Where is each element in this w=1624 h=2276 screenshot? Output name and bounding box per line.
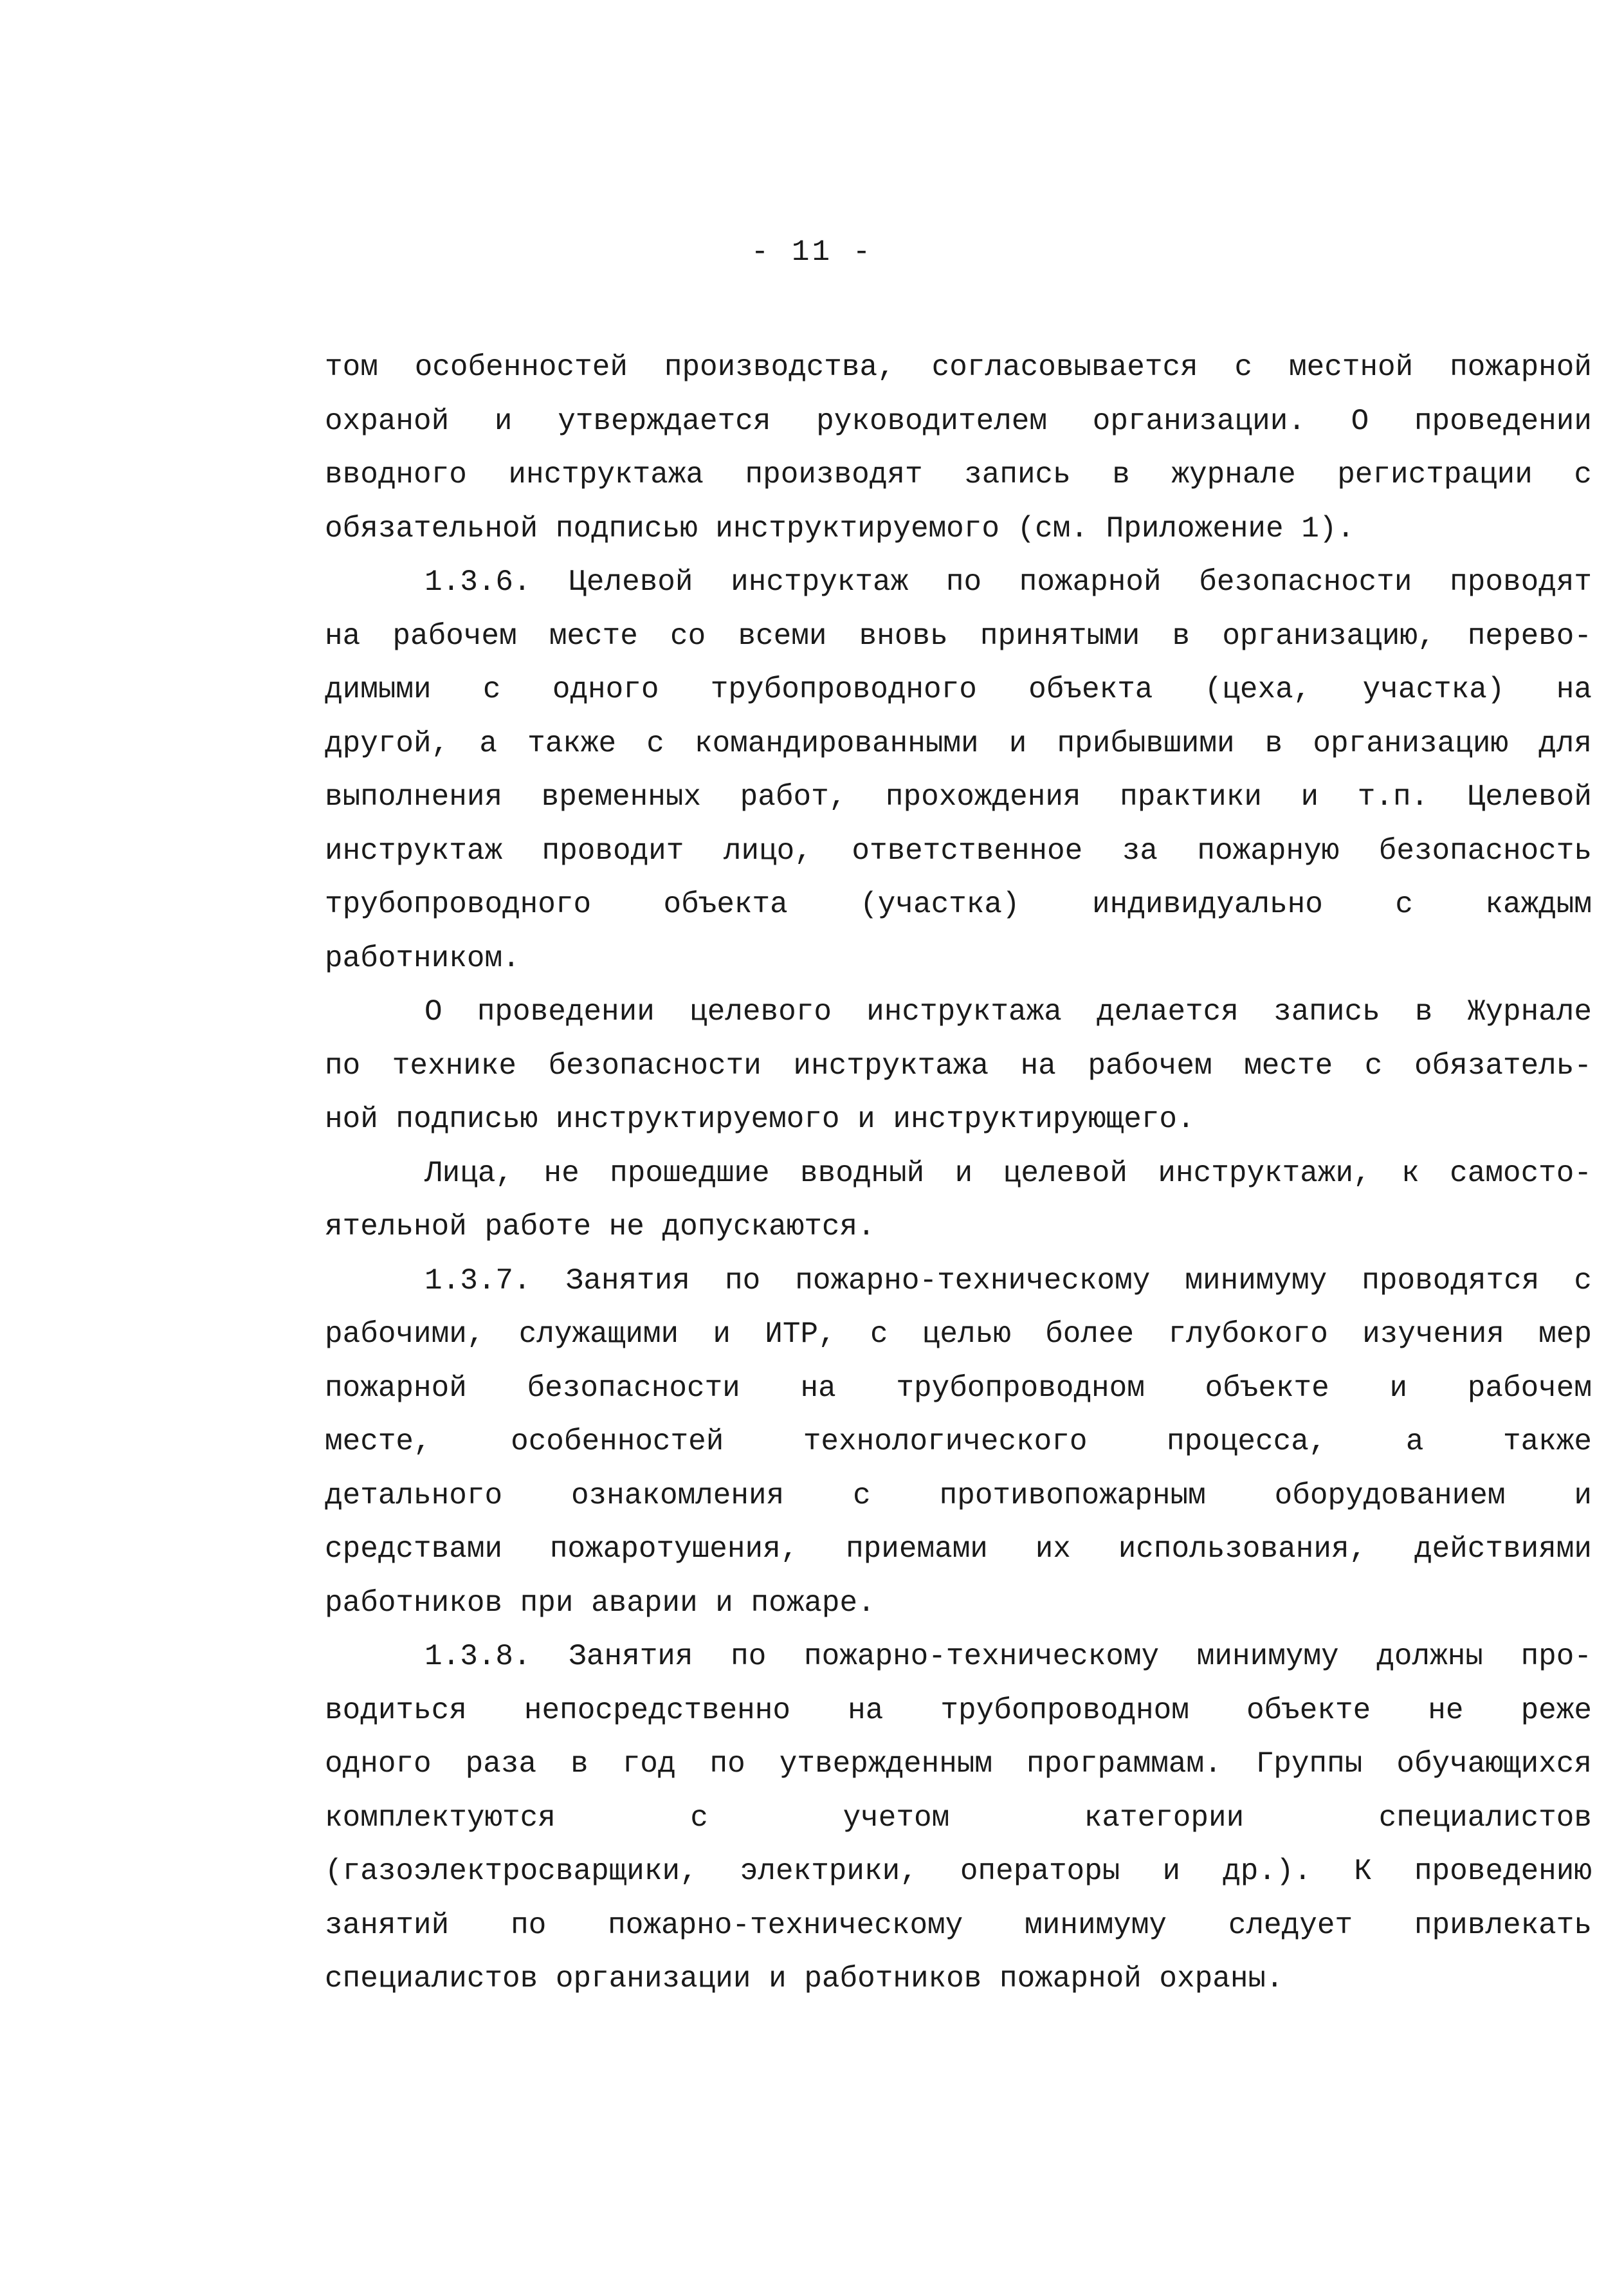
- text-line: 1.3.7. Занятия по пожарно-техническому минимуму проводятся с: [424, 1263, 1592, 1298]
- text-line: обязательной подписью инструктируемого (см. Приложение 1).: [325, 511, 1355, 546]
- text-line: ятельной работе не допускаются.: [325, 1210, 875, 1244]
- text-line: пожарной безопасности на трубопроводном объекте и рабочем: [325, 1371, 1592, 1405]
- text-line: работником.: [325, 941, 520, 975]
- text-line: по технике безопасности инструктажа на рабочем месте с обязатель-: [325, 1049, 1592, 1083]
- text-line: месте, особенностей технологического процесса, а также: [325, 1425, 1592, 1458]
- text-line: на рабочем месте со всеми вновь принятыми в организацию, перево-: [325, 619, 1592, 653]
- text-line: Лица, не прошедшие вводный и целевой инструктажи, к самосто-: [424, 1156, 1592, 1190]
- text-line: одного раза в год по утвержденным программам. Группы обучающихся: [325, 1747, 1592, 1781]
- text-line: рабочими, служащими и ИТР, с целью более глубокого изучения мер: [325, 1317, 1592, 1351]
- text-line: 1.3.6. Целевой инструктаж по пожарной безопасности проводят: [424, 565, 1592, 599]
- text-line: инструктаж проводит лицо, ответственное за пожарную безопасность: [325, 834, 1592, 868]
- text-line: выполнения временных работ, прохождения практики и т.п. Целевой: [325, 780, 1592, 814]
- text-line: охраной и утверждается руководителем организации. О проведении: [325, 404, 1592, 438]
- text-line: детального ознакомления с противопожарным оборудованием и: [325, 1478, 1592, 1512]
- text-line: занятий по пожарно-техническому минимуму следует привлекать: [325, 1908, 1592, 1942]
- page-number: - 11 -: [751, 235, 873, 269]
- text-line: ной подписью инструктируемого и инструктирующего.: [325, 1103, 1195, 1136]
- text-line: том особенностей производства, согласовывается с местной пожарной: [325, 351, 1592, 384]
- text-line: комплектуются с учетом категории специалистов: [325, 1801, 1592, 1835]
- text-line: (газоэлектросварщики, электрики, операторы и др.). К проведению: [325, 1855, 1592, 1888]
- text-line: средствами пожаротушения, приемами их использования, действиями: [325, 1532, 1592, 1566]
- text-line: специалистов организации и работников пожарной охраны.: [325, 1962, 1284, 1996]
- text-line: трубопроводного объекта (участка) индивидуально с каждым: [325, 888, 1592, 921]
- text-line: 1.3.8. Занятия по пожарно-техническому минимуму должны про-: [424, 1640, 1592, 1673]
- text-line: димыми с одного трубопроводного объекта (цеха, участка) на: [325, 673, 1592, 706]
- text-line: работников при аварии и пожаре.: [325, 1586, 875, 1620]
- text-line: вводного инструктажа производят запись в журнале регистрации с: [325, 458, 1592, 491]
- text-line: водиться непосредственно на трубопроводном объекте не реже: [325, 1693, 1592, 1727]
- body-text: [325, 341, 1592, 2006]
- text-line: другой, а также с командированными и прибывшими в организацию для: [325, 726, 1592, 760]
- text-line: О проведении целевого инструктажа делается запись в Журнале: [424, 995, 1592, 1029]
